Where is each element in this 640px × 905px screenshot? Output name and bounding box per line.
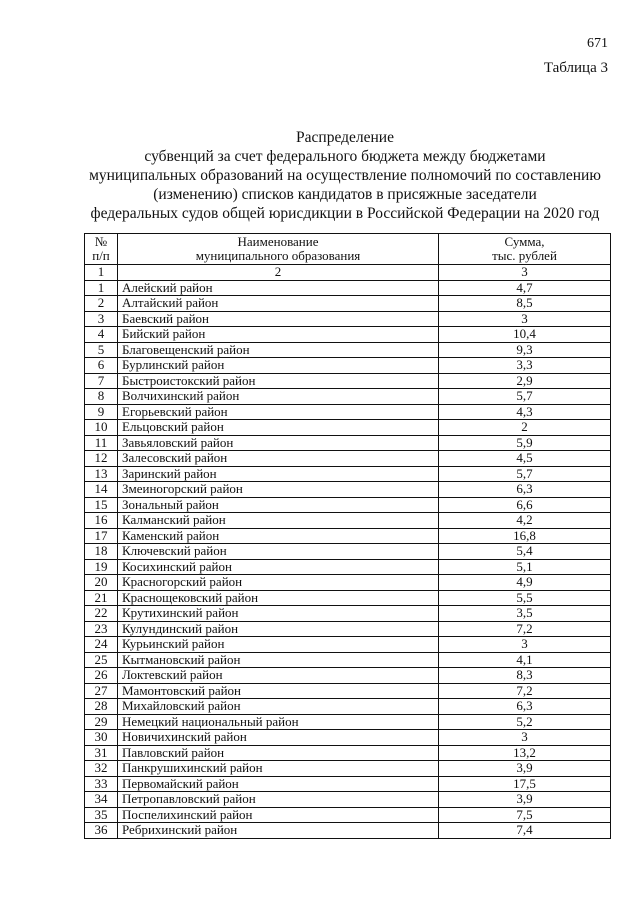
table-row: [85, 435, 611, 451]
header-number-line-1: №: [94, 234, 108, 249]
row-number-cell: 1: [85, 280, 118, 296]
amount-cell: 2,9: [439, 373, 611, 389]
row-number-cell: 9: [85, 404, 118, 420]
table-row: [85, 497, 611, 513]
row-number-cell: 31: [85, 745, 118, 761]
amount-cell: 3,5: [439, 606, 611, 622]
column-index-cell: 3: [439, 265, 611, 281]
title-line-4: (изменению) списков кандидатов в присяжные заседатели: [153, 186, 537, 203]
amount-cell: 7,4: [439, 823, 611, 839]
row-number-cell: 30: [85, 730, 118, 746]
column-index-cell: 1: [85, 265, 118, 281]
row-number-cell: 25: [85, 652, 118, 668]
district-name-cell: Ребрихинский район: [118, 823, 439, 839]
table-row: [85, 761, 611, 777]
amount-cell: 5,7: [439, 466, 611, 482]
header-sum-line-1: Сумма,: [504, 234, 545, 249]
title-line-3: муниципальных образований на осуществление полномочий по составлению: [89, 167, 601, 184]
amount-cell: 7,5: [439, 807, 611, 823]
row-number-cell: 17: [85, 528, 118, 544]
district-name-cell: Мамонтовский район: [118, 683, 439, 699]
amount-cell: 5,9: [439, 435, 611, 451]
amount-cell: 6,3: [439, 699, 611, 715]
amount-cell: 3: [439, 637, 611, 653]
table-row: [85, 466, 611, 482]
row-number-cell: 34: [85, 792, 118, 808]
amount-cell: 3: [439, 730, 611, 746]
title-line-5: федеральных судов общей юрисдикции в Российской Федерации на 2020 год: [90, 205, 600, 222]
amount-cell: 7,2: [439, 621, 611, 637]
district-name-cell: Бийский район: [118, 327, 439, 343]
row-number-cell: 2: [85, 296, 118, 312]
district-name-cell: Панкрушихинский район: [118, 761, 439, 777]
district-name-cell: Залесовский район: [118, 451, 439, 467]
row-number-cell: 22: [85, 606, 118, 622]
row-number-cell: 26: [85, 668, 118, 684]
row-number-cell: 14: [85, 482, 118, 498]
table-row: [85, 637, 611, 653]
row-number-cell: 24: [85, 637, 118, 653]
table-row: [85, 683, 611, 699]
table-row: [85, 327, 611, 343]
amount-cell: 3: [439, 311, 611, 327]
district-name-cell: Волчихинский район: [118, 389, 439, 405]
table-row: [85, 606, 611, 622]
header-number-line-2: п/п: [92, 248, 110, 263]
amount-cell: 7,2: [439, 683, 611, 699]
amount-cell: 4,9: [439, 575, 611, 591]
document-title: [80, 128, 610, 223]
header-row: [85, 234, 611, 265]
table-row: [85, 482, 611, 498]
row-number-cell: 21: [85, 590, 118, 606]
district-name-cell: Немецкий национальный район: [118, 714, 439, 730]
district-name-cell: Каменский район: [118, 528, 439, 544]
table-row: [85, 280, 611, 296]
district-name-cell: Локтевский район: [118, 668, 439, 684]
district-name-cell: Баевский район: [118, 311, 439, 327]
table-row: [85, 699, 611, 715]
row-number-cell: 16: [85, 513, 118, 529]
row-number-cell: 29: [85, 714, 118, 730]
table-body: [85, 280, 611, 838]
table-row: [85, 311, 611, 327]
row-number-cell: 10: [85, 420, 118, 436]
district-name-cell: Бурлинский район: [118, 358, 439, 374]
district-name-cell: Благовещенский район: [118, 342, 439, 358]
table-row: [85, 544, 611, 560]
table-row: [85, 296, 611, 312]
row-number-cell: 15: [85, 497, 118, 513]
amount-cell: 8,3: [439, 668, 611, 684]
row-number-cell: 12: [85, 451, 118, 467]
amount-cell: 9,3: [439, 342, 611, 358]
row-number-cell: 35: [85, 807, 118, 823]
table-row: [85, 652, 611, 668]
row-number-cell: 11: [85, 435, 118, 451]
header-number: [85, 234, 118, 265]
table-header: [85, 234, 611, 281]
amount-cell: 8,5: [439, 296, 611, 312]
row-number-cell: 5: [85, 342, 118, 358]
table-row: [85, 404, 611, 420]
subvention-table: [84, 233, 611, 839]
table-row: [85, 373, 611, 389]
header-sum-line-2: тыс. рублей: [492, 248, 557, 263]
district-name-cell: Быстроистокский район: [118, 373, 439, 389]
district-name-cell: Кулундинский район: [118, 621, 439, 637]
row-number-cell: 23: [85, 621, 118, 637]
row-number-cell: 28: [85, 699, 118, 715]
district-name-cell: Первомайский район: [118, 776, 439, 792]
district-name-cell: Косихинский район: [118, 559, 439, 575]
amount-cell: 4,3: [439, 404, 611, 420]
table-row: [85, 621, 611, 637]
amount-cell: 4,5: [439, 451, 611, 467]
page-number: 671: [587, 36, 608, 51]
table-row: [85, 668, 611, 684]
amount-cell: 4,1: [439, 652, 611, 668]
row-number-cell: 3: [85, 311, 118, 327]
header-name: [118, 234, 439, 265]
row-number-cell: 8: [85, 389, 118, 405]
amount-cell: 5,7: [439, 389, 611, 405]
table-row: [85, 420, 611, 436]
district-name-cell: Калманский район: [118, 513, 439, 529]
amount-cell: 3,3: [439, 358, 611, 374]
district-name-cell: Ельцовский район: [118, 420, 439, 436]
amount-cell: 4,7: [439, 280, 611, 296]
title-line-2: субвенций за счет федерального бюджета между бюджетами: [144, 148, 546, 165]
district-name-cell: Павловский район: [118, 745, 439, 761]
district-name-cell: Заринский район: [118, 466, 439, 482]
table-label: Таблица 3: [543, 60, 608, 76]
table-row: [85, 358, 611, 374]
district-name-cell: Красногорский район: [118, 575, 439, 591]
row-number-cell: 13: [85, 466, 118, 482]
district-name-cell: Краснощековский район: [118, 590, 439, 606]
amount-cell: 3,9: [439, 792, 611, 808]
amount-cell: 6,3: [439, 482, 611, 498]
column-index-cell: 2: [118, 265, 439, 281]
amount-cell: 5,4: [439, 544, 611, 560]
row-number-cell: 20: [85, 575, 118, 591]
table-row: [85, 714, 611, 730]
district-name-cell: Поспелихинский район: [118, 807, 439, 823]
amount-cell: 6,6: [439, 497, 611, 513]
amount-cell: 2: [439, 420, 611, 436]
amount-cell: 10,4: [439, 327, 611, 343]
table-row: [85, 745, 611, 761]
header-name-line-1: Наименование: [237, 234, 319, 249]
amount-cell: 5,1: [439, 559, 611, 575]
table-row: [85, 730, 611, 746]
title-line-1: Распределение: [296, 129, 394, 146]
amount-cell: 17,5: [439, 776, 611, 792]
row-number-cell: 19: [85, 559, 118, 575]
row-number-cell: 36: [85, 823, 118, 839]
table-row: [85, 823, 611, 839]
amount-cell: 5,2: [439, 714, 611, 730]
district-name-cell: Змеиногорский район: [118, 482, 439, 498]
table-row: [85, 513, 611, 529]
amount-cell: 13,2: [439, 745, 611, 761]
row-number-cell: 6: [85, 358, 118, 374]
table-row: [85, 451, 611, 467]
row-number-cell: 4: [85, 327, 118, 343]
table-row: [85, 776, 611, 792]
table-row: [85, 792, 611, 808]
district-name-cell: Новичихинский район: [118, 730, 439, 746]
district-name-cell: Алейский район: [118, 280, 439, 296]
district-name-cell: Алтайский район: [118, 296, 439, 312]
column-index-row: [85, 265, 611, 281]
table-row: [85, 575, 611, 591]
district-name-cell: Михайловский район: [118, 699, 439, 715]
district-name-cell: Завьяловский район: [118, 435, 439, 451]
amount-cell: 5,5: [439, 590, 611, 606]
table-row: [85, 807, 611, 823]
district-name-cell: Егорьевский район: [118, 404, 439, 420]
table-row: [85, 528, 611, 544]
row-number-cell: 32: [85, 761, 118, 777]
header-sum: [439, 234, 611, 265]
district-name-cell: Петропавловский район: [118, 792, 439, 808]
row-number-cell: 18: [85, 544, 118, 560]
amount-cell: 3,9: [439, 761, 611, 777]
district-name-cell: Кытмановский район: [118, 652, 439, 668]
row-number-cell: 7: [85, 373, 118, 389]
row-number-cell: 27: [85, 683, 118, 699]
header-name-line-2: муниципального образования: [195, 248, 361, 263]
table-row: [85, 342, 611, 358]
table-row: [85, 590, 611, 606]
row-number-cell: 33: [85, 776, 118, 792]
district-name-cell: Крутихинский район: [118, 606, 439, 622]
table-row: [85, 559, 611, 575]
table-row: [85, 389, 611, 405]
district-name-cell: Курьинский район: [118, 637, 439, 653]
district-name-cell: Ключевский район: [118, 544, 439, 560]
amount-cell: 4,2: [439, 513, 611, 529]
district-name-cell: Зональный район: [118, 497, 439, 513]
amount-cell: 16,8: [439, 528, 611, 544]
